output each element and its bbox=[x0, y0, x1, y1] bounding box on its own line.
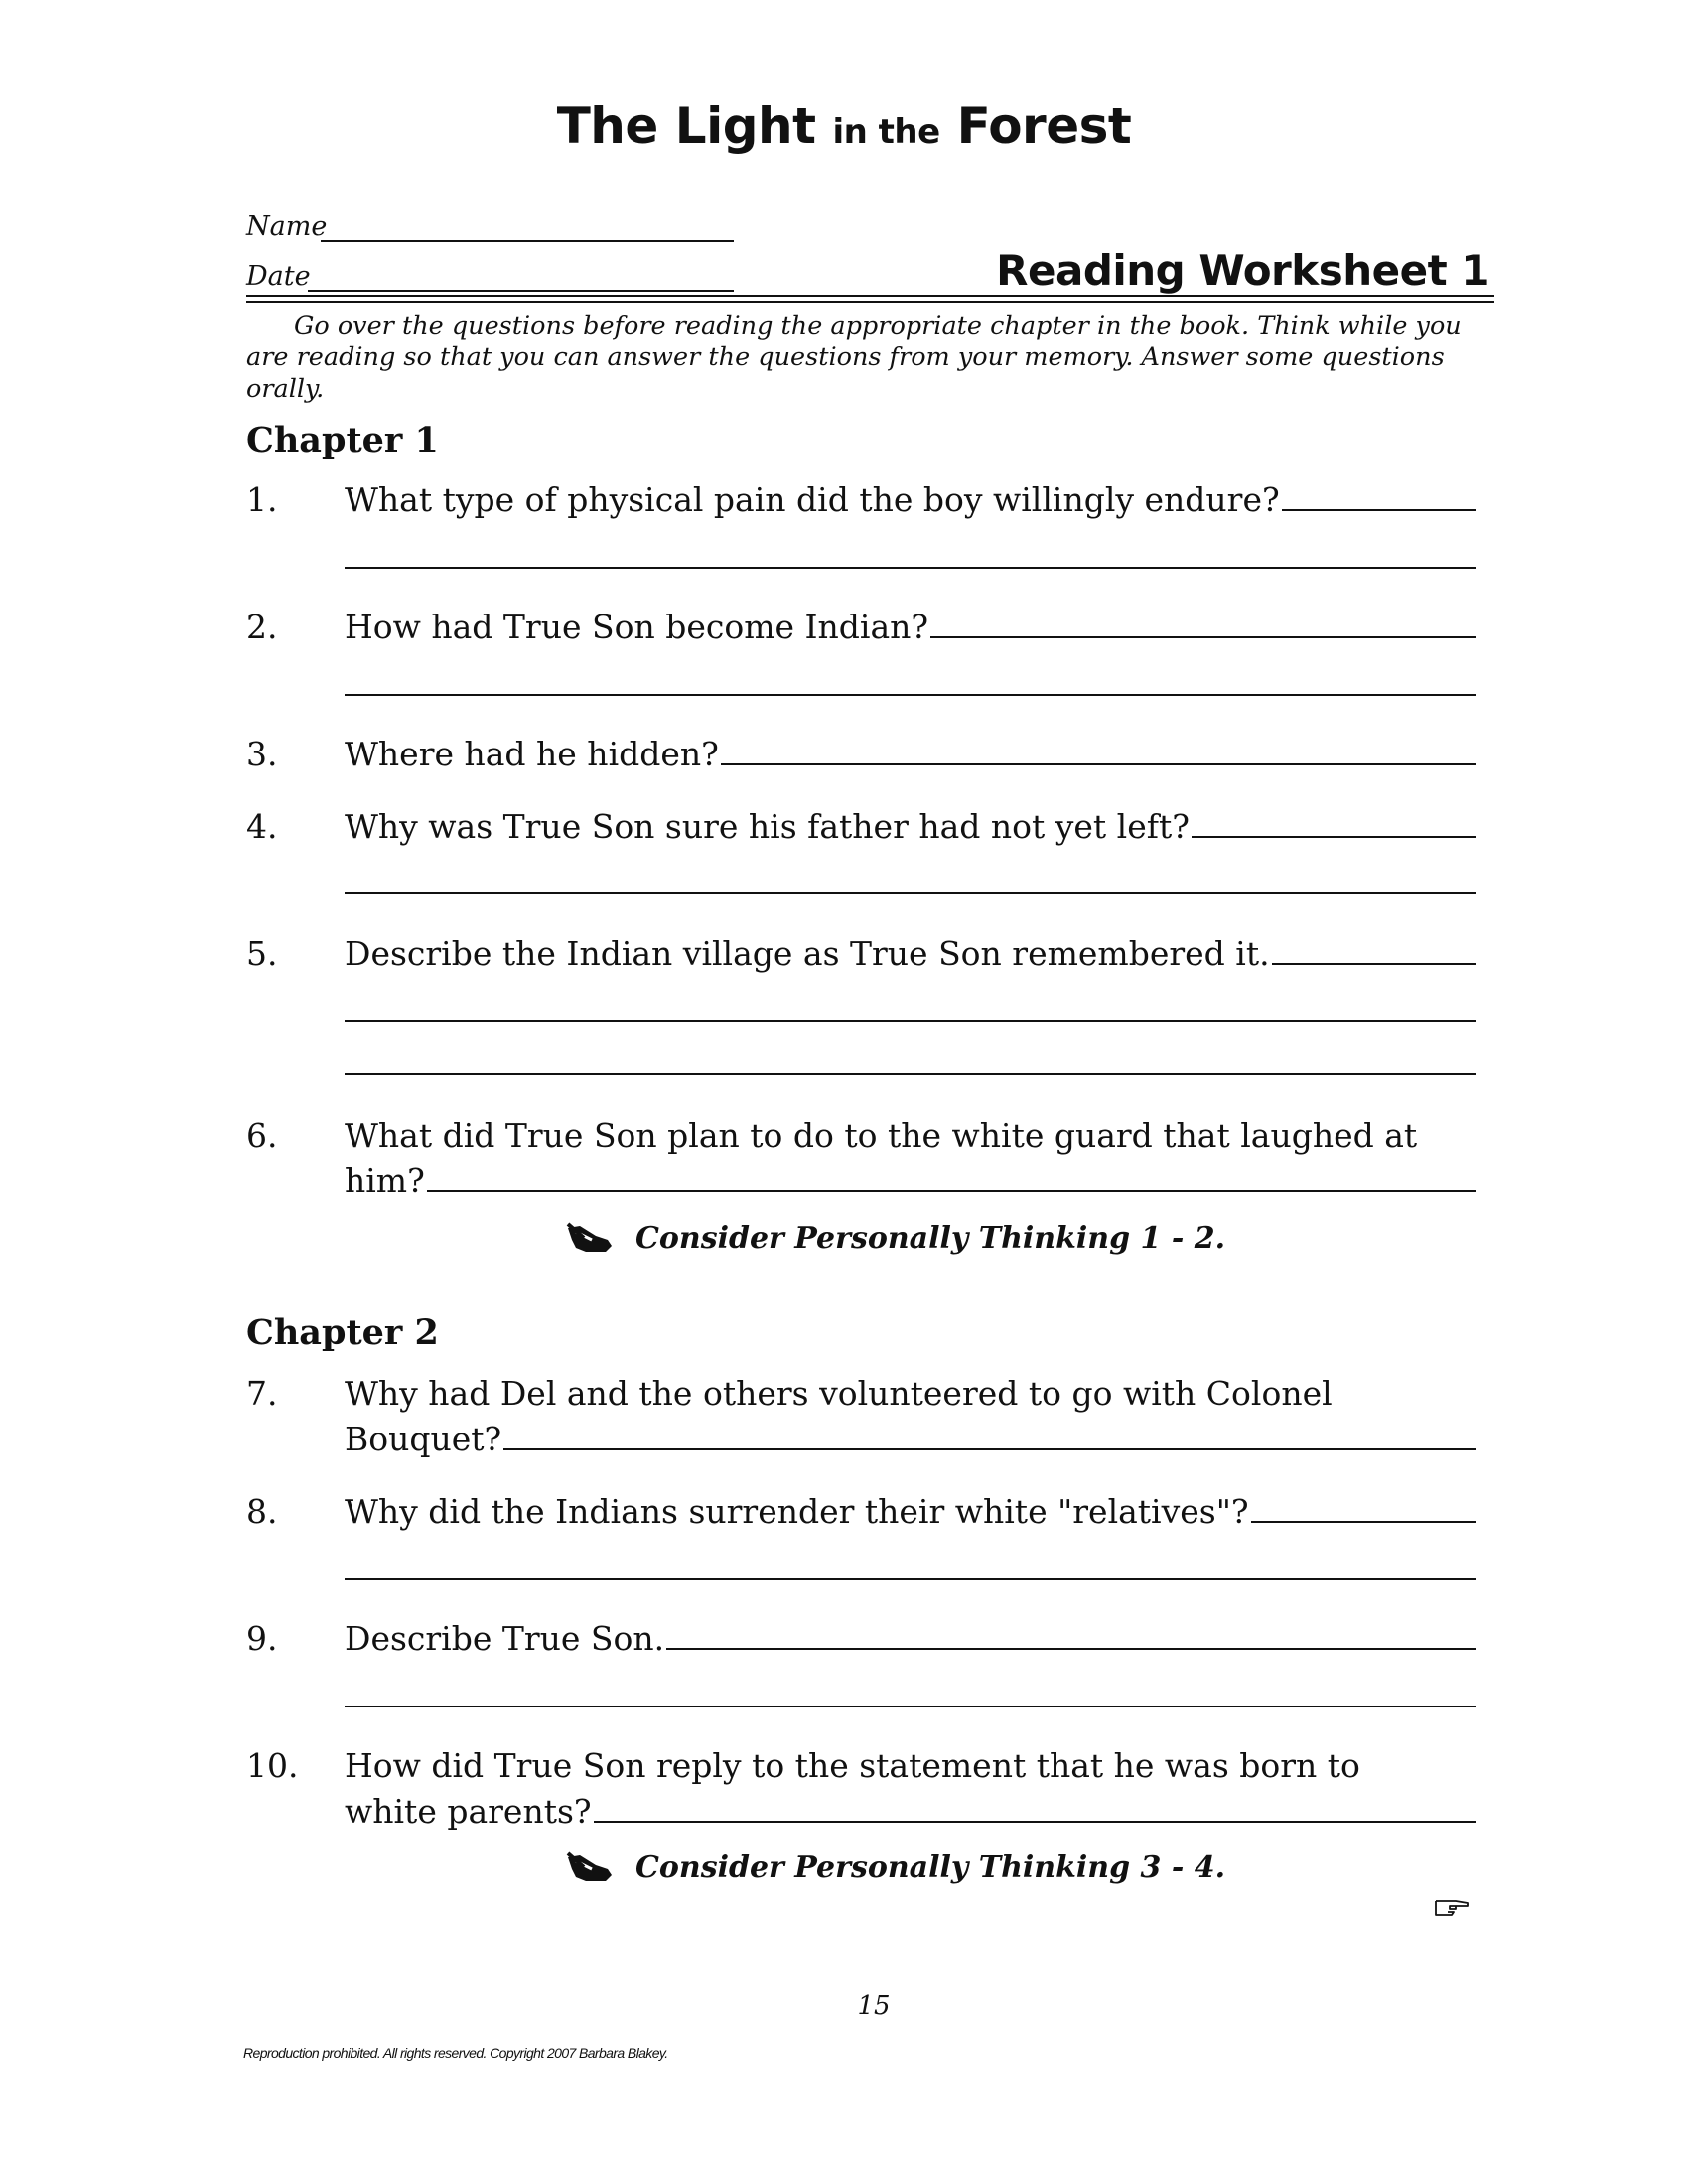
question-text: Bouquet? bbox=[345, 1420, 502, 1458]
question-row bbox=[345, 1161, 1476, 1200]
date-field[interactable] bbox=[308, 290, 734, 292]
answer-line[interactable] bbox=[721, 762, 1476, 765]
pointing-hand-icon bbox=[1434, 1895, 1470, 1919]
question-text: Where had he hidden? bbox=[345, 735, 719, 773]
copyright-notice: Reproduction prohibited. All rights reserved. Copyright 2007 Barbara Blakey. bbox=[243, 2045, 668, 2061]
question-row bbox=[345, 934, 1476, 973]
question-row bbox=[345, 480, 1476, 519]
answer-line[interactable] bbox=[1282, 508, 1476, 511]
question-text: white parents? bbox=[345, 1792, 592, 1831]
chapter-heading: Chapter 1 bbox=[246, 420, 439, 461]
question-number: 4. bbox=[246, 807, 278, 846]
question-text: What did True Son plan to do to the white guard that laughed at bbox=[345, 1116, 1418, 1155]
question-number: 10. bbox=[246, 1746, 299, 1785]
answer-line[interactable] bbox=[345, 892, 1476, 894]
question-row bbox=[345, 1792, 1476, 1831]
question-text: How did True Son reply to the statement that he was born to bbox=[345, 1746, 1360, 1785]
question-row bbox=[345, 1492, 1476, 1531]
question-number: 8. bbox=[246, 1492, 278, 1531]
worksheet-title: Reading Worksheet 1 bbox=[996, 246, 1489, 295]
question-number: 9. bbox=[246, 1619, 278, 1658]
question-number: 6. bbox=[246, 1116, 278, 1155]
question-text: Why did the Indians surrender their white "relatives"? bbox=[345, 1492, 1249, 1531]
consider-note bbox=[566, 1221, 1225, 1256]
question-number: 5. bbox=[246, 934, 278, 973]
writing-hand-icon bbox=[566, 1851, 614, 1885]
question-text: Why was True Son sure his father had not yet left? bbox=[345, 807, 1190, 846]
answer-line[interactable] bbox=[345, 694, 1476, 696]
instructions: Go over the questions before reading the appropriate chapter in the book. Think while you are reading so that you can answer the questions from your memory. Answer some questions orally. bbox=[246, 311, 1462, 404]
question-number: 2. bbox=[246, 608, 278, 646]
question-row bbox=[345, 807, 1476, 846]
divider bbox=[246, 301, 1494, 303]
answer-line[interactable] bbox=[345, 1706, 1476, 1707]
name-field[interactable] bbox=[321, 240, 734, 242]
question-number: 7. bbox=[246, 1374, 278, 1413]
answer-line[interactable] bbox=[427, 1189, 1476, 1192]
question-text: What type of physical pain did the boy willingly endure? bbox=[345, 480, 1280, 519]
question-row bbox=[345, 608, 1476, 646]
answer-line[interactable] bbox=[1192, 835, 1476, 838]
question-text: him? bbox=[345, 1161, 425, 1200]
answer-line[interactable] bbox=[666, 1647, 1476, 1650]
answer-line[interactable] bbox=[930, 635, 1476, 638]
question-text: Describe the Indian village as True Son remembered it. bbox=[345, 934, 1270, 973]
answer-line[interactable] bbox=[503, 1447, 1476, 1450]
divider bbox=[246, 295, 1494, 297]
question-row bbox=[345, 1420, 1476, 1458]
answer-line[interactable] bbox=[594, 1820, 1476, 1823]
page-number: 15 bbox=[857, 1991, 891, 2021]
answer-line[interactable] bbox=[1272, 962, 1476, 965]
question-row bbox=[345, 1619, 1476, 1658]
page-title: The Light in the Forest bbox=[556, 97, 1132, 155]
question-text: How had True Son become Indian? bbox=[345, 608, 929, 646]
answer-line[interactable] bbox=[345, 567, 1476, 569]
question-text: Why had Del and the others volunteered to go with Colonel bbox=[345, 1374, 1333, 1413]
question-text: Describe True Son. bbox=[345, 1619, 665, 1658]
answer-line[interactable] bbox=[345, 1073, 1476, 1075]
writing-hand-icon bbox=[566, 1222, 614, 1256]
question-number: 3. bbox=[246, 735, 278, 773]
consider-text: Consider Personally Thinking 3 - 4. bbox=[635, 1850, 1226, 1885]
question-row bbox=[345, 735, 1476, 773]
name-label: Name bbox=[246, 211, 328, 242]
consider-text: Consider Personally Thinking 1 - 2. bbox=[635, 1221, 1226, 1256]
chapter-heading: Chapter 2 bbox=[246, 1312, 439, 1353]
date-label: Date bbox=[246, 261, 311, 292]
consider-note bbox=[566, 1850, 1225, 1885]
question-number: 1. bbox=[246, 480, 278, 519]
answer-line[interactable] bbox=[345, 1578, 1476, 1580]
answer-line[interactable] bbox=[1251, 1520, 1476, 1523]
answer-line[interactable] bbox=[345, 1020, 1476, 1022]
